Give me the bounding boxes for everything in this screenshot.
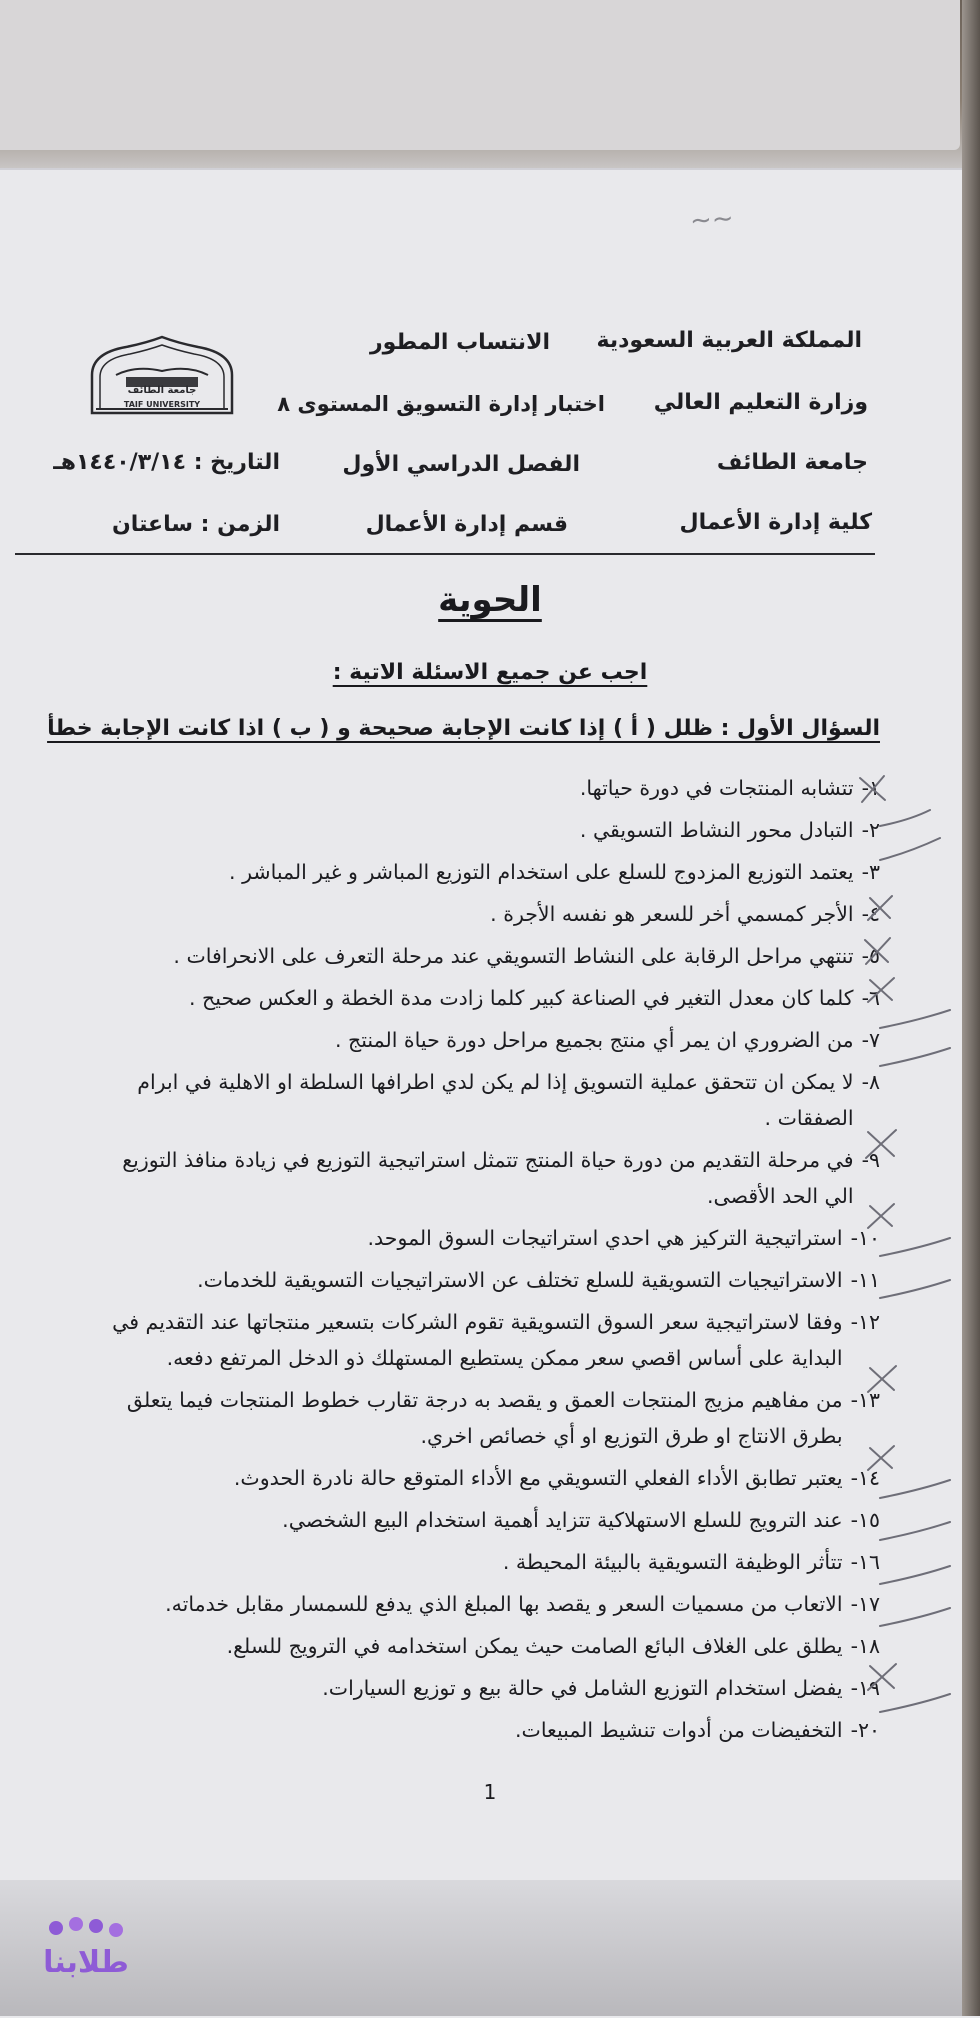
exam-instruction: اجب عن جميع الاسئلة الاتية : <box>332 660 648 685</box>
item-text: في مرحلة التقديم من دورة حياة المنتج تتمثل استراتيجية التوزيع في زيادة منافذ التوزيع الي الحد الأقصى. <box>122 1148 854 1208</box>
item-number: ١٢- <box>850 1310 880 1334</box>
question-item <box>90 1712 880 1748</box>
question-item <box>90 1142 880 1214</box>
logo-arabic-text: جامعة الطائف <box>127 385 197 396</box>
item-number: ١٠- <box>850 1226 880 1250</box>
question-heading: السؤال الأول : ظلل ( أ ) إذا كانت الإجابة صحيحة و ( ب ) اذا كانت الإجابة خطأ <box>47 716 880 741</box>
item-text: يعتبر تطابق الأداء الفعلي التسويقي مع الأداء المتوقع حالة نادرة الحدوث. <box>233 1466 843 1490</box>
question-item <box>90 1460 880 1496</box>
question-item <box>90 1382 880 1454</box>
question-item <box>90 812 880 848</box>
item-number: ١٤- <box>850 1466 880 1490</box>
header-department: قسم إدارة الأعمال <box>365 512 568 537</box>
question-item <box>90 1670 880 1706</box>
right-shadow-edge <box>962 0 980 2016</box>
item-number: ٧- <box>861 1028 880 1052</box>
header-college: كلية إدارة الأعمال <box>679 510 872 535</box>
item-number: ٦- <box>861 986 880 1010</box>
previous-sheet-edge <box>0 0 960 150</box>
question-item <box>90 896 880 932</box>
item-text: تنتهي مراحل الرقابة على النشاط التسويقي عند مرحلة التعرف على الانحرافات . <box>173 944 854 968</box>
question-item <box>90 1628 880 1664</box>
item-text: الاتعاب من مسميات السعر و يقصد بها المبلغ الذي يدفع للسمسار مقابل خدماته. <box>165 1592 843 1616</box>
question-item <box>90 938 880 974</box>
page-number: 1 <box>483 1780 497 1804</box>
header-program: الانتساب المطور <box>369 330 550 355</box>
item-number: ٨- <box>861 1070 880 1094</box>
header-kingdom: المملكة العربية السعودية <box>596 328 862 353</box>
header-divider <box>15 553 875 555</box>
question-item <box>90 1586 880 1622</box>
item-number: ٢- <box>861 818 880 842</box>
item-number: ٢٠- <box>850 1718 880 1742</box>
question-item <box>90 1262 880 1298</box>
watermark-logo <box>22 1914 150 1982</box>
item-text: تتشابه المنتجات في دورة حياتها. <box>579 776 854 800</box>
question-item <box>90 1502 880 1538</box>
item-text: يفضل استخدام التوزيع الشامل في حالة بيع و توزيع السيارات. <box>322 1676 843 1700</box>
item-number: ١٨- <box>850 1634 880 1658</box>
header-duration: الزمن : ساعتان <box>112 512 280 537</box>
question-item <box>90 770 880 806</box>
item-text: يطلق على الغلاف البائع الصامت حيث يمكن استخدامه في الترويج للسلع. <box>226 1634 843 1658</box>
item-number: ٥- <box>861 944 880 968</box>
item-number: ١٧- <box>850 1592 880 1616</box>
item-number: ١- <box>861 776 880 800</box>
header-university: جامعة الطائف <box>716 450 868 475</box>
question-item <box>90 980 880 1016</box>
header-semester: الفصل الدراسي الأول <box>342 452 580 477</box>
header-date: التاريخ : ١٤٤٠/٣/١٤هـ <box>53 450 280 475</box>
question-item <box>90 1022 880 1058</box>
exam-title: الحوية <box>438 580 542 620</box>
item-number: ١٩- <box>850 1676 880 1700</box>
item-text: يعتمد التوزيع المزدوج للسلع على استخدام التوزيع المباشر و غير المباشر . <box>229 860 854 884</box>
item-text: التبادل محور النشاط التسويقي . <box>579 818 854 842</box>
item-number: ١٣- <box>850 1388 880 1412</box>
question-list <box>90 770 880 1754</box>
question-item <box>90 1064 880 1136</box>
item-number: ١١- <box>850 1268 880 1292</box>
item-text: وفقا لاستراتيجية سعر السوق التسويقية تقوم الشركات بتسعير منتجاتها عند التقديم في البداية على أساس اقصي سعر ممكن يستطيع المستهلك ذو الدخل المرتفع دفعه. <box>112 1310 843 1370</box>
watermark-text: طلابنا <box>43 1945 129 1980</box>
question-item <box>90 1220 880 1256</box>
item-text: الاستراتيجيات التسويقية للسلع تختلف عن الاستراتيجيات التسويقية للخدمات. <box>197 1268 843 1292</box>
item-text: التخفيضات من أدوات تنشيط المبيعات. <box>515 1718 843 1742</box>
question-item <box>90 854 880 890</box>
item-text: كلما كان معدل التغير في الصناعة كبير كلما زادت مدة الخطة و العكس صحيح . <box>189 986 854 1010</box>
item-number: ٣- <box>861 860 880 884</box>
item-number: ٤- <box>861 902 880 926</box>
top-scribble: ~~ <box>689 203 735 237</box>
logo-english-text: TAIF UNIVERSITY <box>123 400 201 409</box>
question-item <box>90 1304 880 1376</box>
item-number: ١٦- <box>850 1550 880 1574</box>
item-text: استراتيجية التركيز هي احدي استراتيجات السوق الموحد. <box>367 1226 843 1250</box>
item-text: من مفاهيم مزيج المنتجات العمق و يقصد به درجة تقارب خطوط المنتجات فيما يتعلق بطرق الانتاج او طرق التوزيع او أي خصائص اخري. <box>126 1388 843 1448</box>
item-text: عند الترويج للسلع الاستهلاكية تتزايد أهمية استخدام البيع الشخصي. <box>282 1508 843 1532</box>
item-text: لا يمكن ان تتحقق عملية التسويق إذا لم يكن لدي اطرافها السلطة او الاهلية في ابرام الصفقات . <box>137 1070 854 1130</box>
item-number: ٩- <box>861 1148 880 1172</box>
item-number: ١٥- <box>850 1508 880 1532</box>
header-ministry: وزارة التعليم العالي <box>653 390 868 415</box>
background-top-surface <box>0 0 980 168</box>
item-text: من الضروري ان يمر أي منتج بجميع مراحل دورة حياة المنتج . <box>334 1028 854 1052</box>
item-text: الأجر كمسمي أخر للسعر هو نفسه الأجرة . <box>490 902 854 926</box>
question-item <box>90 1544 880 1580</box>
item-text: تتأثر الوظيفة التسويقية بالبيئة المحيطة . <box>502 1550 843 1574</box>
header-exam-name: اختبار إدارة التسويق المستوى ٨ <box>277 392 605 416</box>
